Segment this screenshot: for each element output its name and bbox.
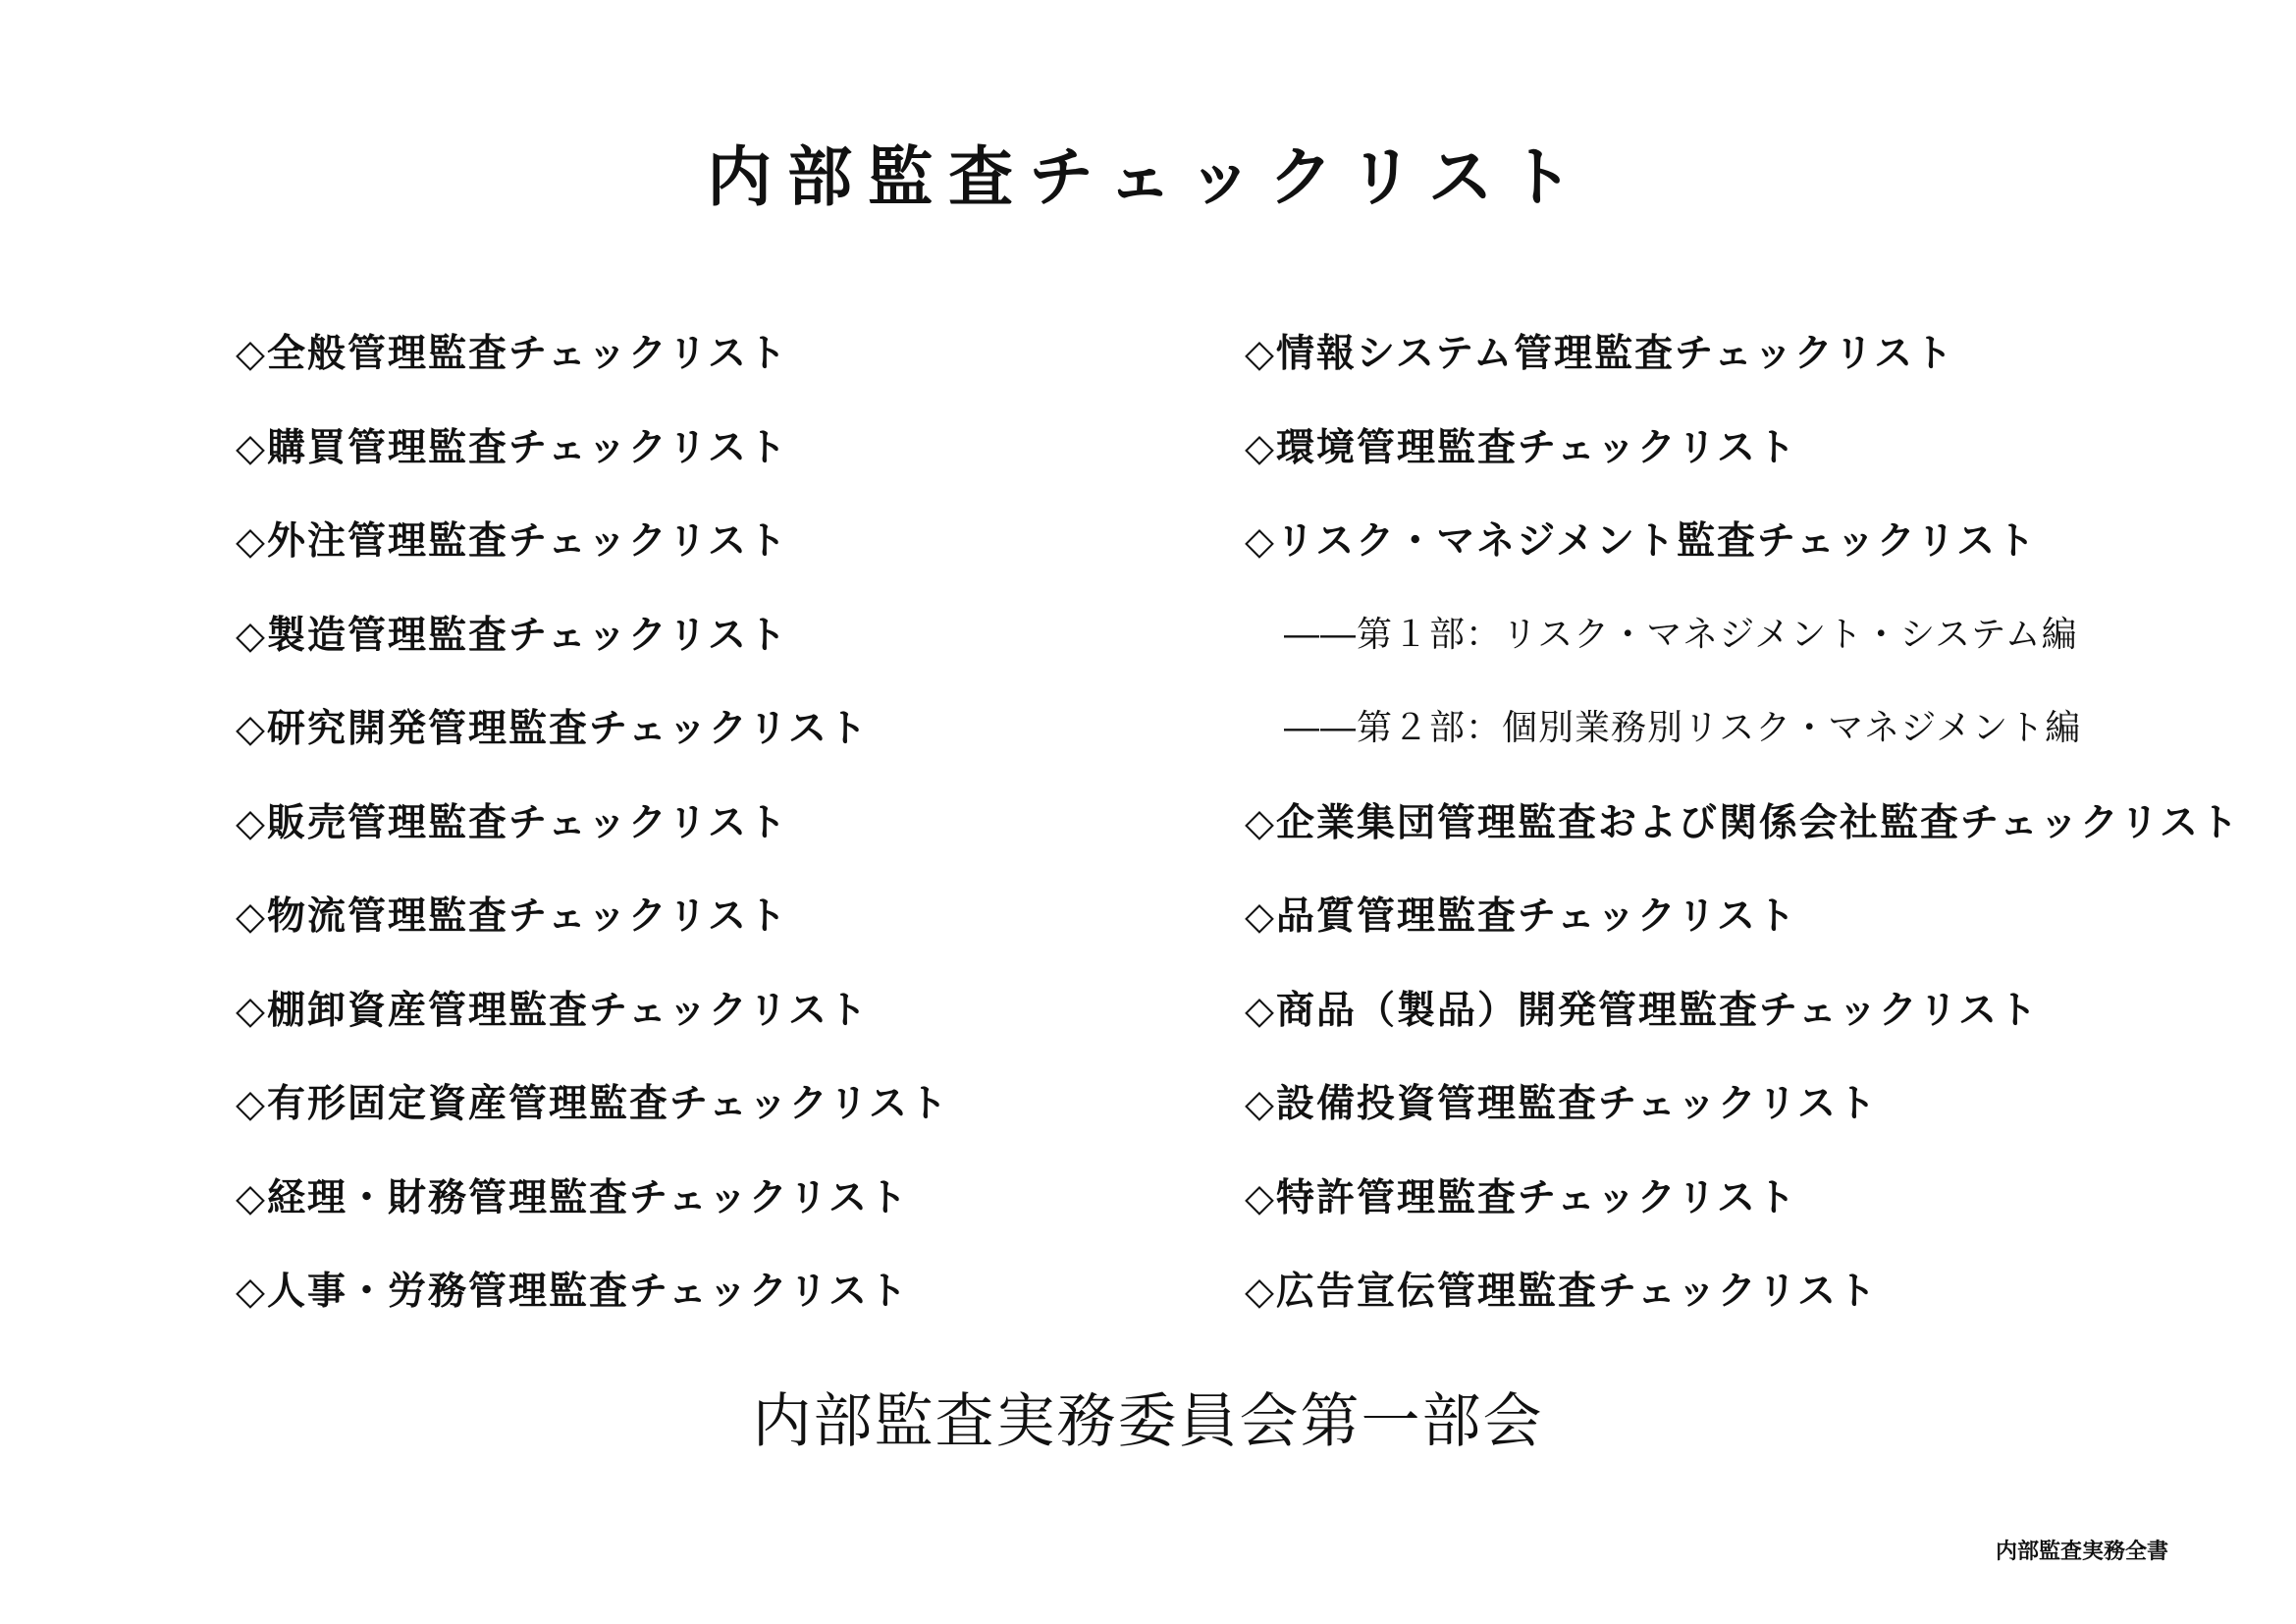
checklist-item: ◇物流管理監査チェックリスト (236, 893, 789, 939)
checklist-item: ◇環境管理監査チェックリスト (1245, 424, 1798, 470)
checklist-item: ◇製造管理監査チェックリスト (236, 612, 789, 658)
checklist-item: ◇設備投資管理監査チェックリスト (1245, 1081, 1879, 1126)
checklist-item: ◇商品（製品）開発管理監査チェックリスト (1245, 987, 2040, 1033)
checklist-item: ◇経理・財務管理監査チェックリスト (236, 1174, 910, 1220)
checklist-item: ◇情報システム管理監査チェックリスト (1245, 331, 1955, 376)
checklist-item: ◇人事・労務管理監査チェックリスト (236, 1269, 910, 1314)
checklist-left-column (236, 322, 1178, 1354)
checklist-subitem: ――第２部：個別業務別リスク・マネジメント編 (1284, 708, 2082, 748)
checklist-right-column (1245, 322, 2246, 1354)
checklist-item: ◇広告宣伝管理監査チェックリスト (1245, 1269, 1879, 1314)
checklist-item: ◇棚卸資産管理監査チェックリスト (236, 987, 870, 1033)
checklist-item: ◇外注管理監査チェックリスト (236, 518, 789, 564)
checklist-item: ◇全般管理監査チェックリスト (236, 331, 789, 376)
checklist-item: ◇企業集団管理監査および関係会社監査チェックリスト (1245, 799, 2241, 845)
checklist-item: ◇有形固定資産管理監査チェックリスト (236, 1081, 950, 1126)
checklist-item: ◇品質管理監査チェックリスト (1245, 893, 1798, 939)
committee-name: 内部監査実務委員会第一部会 (752, 1387, 1544, 1456)
series-name: 内部監査実務全書 (1995, 1539, 2168, 1564)
checklist-item: ◇特許管理監査チェックリスト (1245, 1174, 1798, 1220)
checklist-subitem: ――第１部：リスク・マネジメント・システム編 (1284, 614, 2078, 655)
checklist-item: ◇購買管理監査チェックリスト (236, 424, 789, 470)
checklist-item: ◇研究開発管理監査チェックリスト (236, 706, 870, 751)
checklist-item: ◇販売管理監査チェックリスト (236, 799, 789, 845)
page-title: 内部監査チェックリスト (707, 138, 1589, 215)
checklist-item: ◇リスク・マネジメント監査チェックリスト (1245, 518, 2038, 564)
